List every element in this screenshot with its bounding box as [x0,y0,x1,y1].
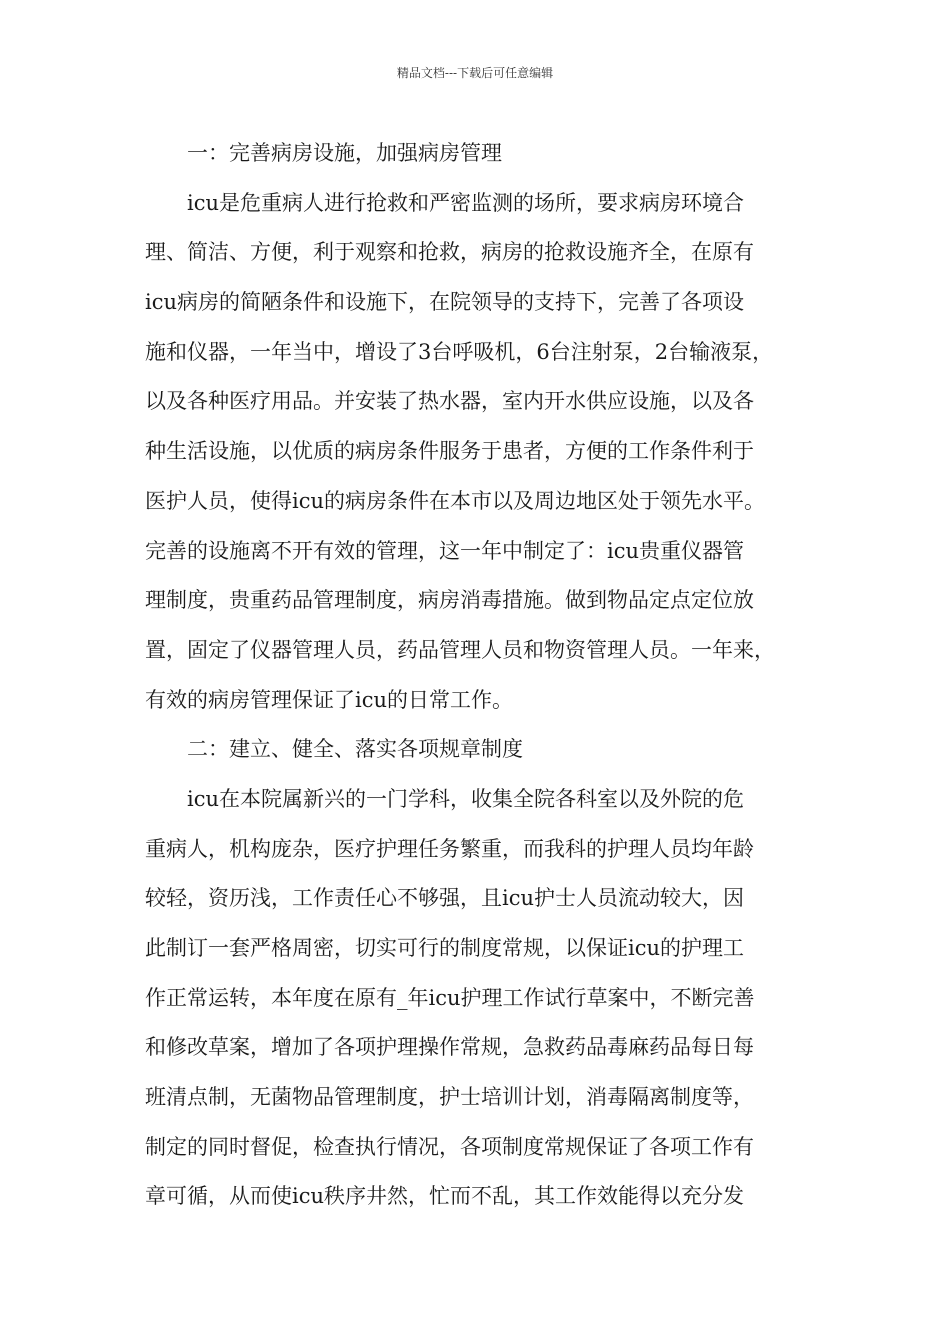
paragraph-first-line: icu在本院属新兴的一门学科，收集全院各科室以及外院的危 [187,786,745,811]
paragraph-line: 班清点制，无菌物品管理制度，护士培训计划，消毒隔离制度等， [145,1085,754,1110]
paragraph-line: 理、简洁、方便，利于观察和抢救，病房的抢救设施齐全，在原有 [145,240,754,265]
paragraph-line: 置，固定了仪器管理人员，药品管理人员和物资管理人员。一年来， [145,637,775,662]
paragraph-line: icu病房的简陋条件和设施下，在院领导的支持下，完善了各项设 [145,290,744,315]
paragraph-line: 理制度，贵重药品管理制度，病房消毒措施。做到物品定点定位放 [145,588,754,613]
paragraph-line: 完善的设施离不开有效的管理，这一年中制定了：icu贵重仪器管 [145,538,744,563]
paragraph-line: 较轻，资历浅，工作责任心不够强，且icu护士人员流动较大，因 [145,886,744,911]
paragraph-line: 施和仪器，一年当中，增设了3台呼吸机，6台注射泵，2台输液泵， [145,339,774,364]
paragraph-first-line: 一：完善病房设施，加强病房管理 [187,141,502,165]
paragraph-line: 作正常运转，本年度在原有_年icu护理工作试行草案中，不断完善 [145,985,755,1010]
paragraph-line: 此制订一套严格周密，切实可行的制度常规，以保证icu的护理工 [145,936,744,960]
paragraph-line: 种生活设施，以优质的病房条件服务于患者，方便的工作条件利于 [145,439,754,464]
paragraph-first-line: icu是危重病人进行抢救和严密监测的场所，要求病房环境合 [187,190,745,215]
paragraph-line: 制定的同时督促，检查执行情况，各项制度常规保证了各项工作有 [145,1134,754,1159]
paragraph-first-line: 二：建立、健全、落实各项规章制度 [187,737,523,762]
paragraph-line: 重病人，机构庞杂，医疗护理任务繁重，而我科的护理人员均年龄 [145,836,754,861]
page-header: 精品文档---下载后可任意编辑 [396,66,554,80]
document-body [145,129,817,1222]
paragraph-line: 医护人员，使得icu的病房条件在本市以及周边地区处于领先水平。 [145,488,765,513]
paragraph-line: 有效的病房管理保证了icu的日常工作。 [145,687,514,712]
paragraph-line: 和修改草案，增加了各项护理操作常规，急救药品毒麻药品每日每 [145,1035,754,1060]
paragraph-line: 以及各种医疗用品。并安装了热水器，室内开水供应设施，以及各 [145,389,754,414]
paragraph-line: 章可循，从而使icu秩序井然，忙而不乱，其工作效能得以充分发 [145,1184,744,1209]
